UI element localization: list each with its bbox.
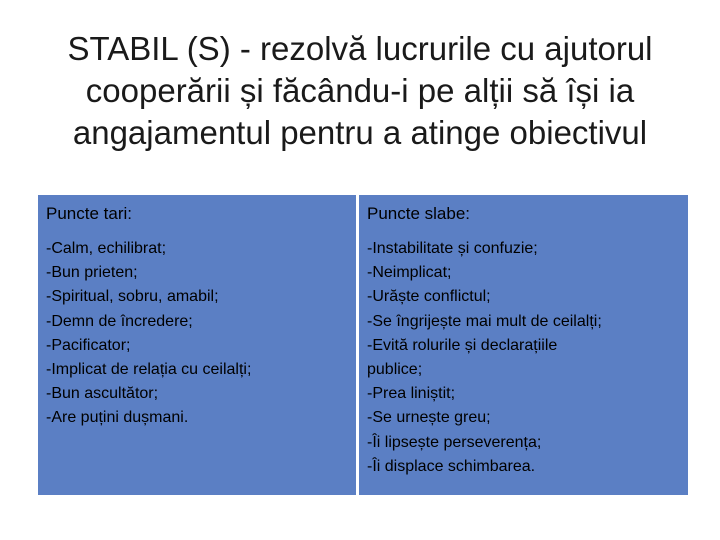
list-item: -Bun prieten;: [46, 264, 138, 282]
strengths-list: [46, 237, 348, 431]
list-item: -Instabilitate și confuzie;: [367, 240, 538, 257]
list-item: -Calm, echilibrat;: [46, 240, 167, 257]
strengths-column: [38, 195, 356, 495]
strengths-weaknesses-table: [38, 195, 688, 495]
list-item: -Prea liniștit;: [367, 385, 456, 403]
slide-title: STABIL (S) - rezolvă lucrurile cu ajutorul cooperării și făcându-i pe alții să își ia angajamentul pentru a atinge obiectivul: [67, 30, 653, 151]
list-item: -Îi lipsește perseverența;: [367, 433, 542, 451]
list-item: -Urăște conflictul;: [367, 288, 491, 306]
strengths-heading: Puncte tari:: [46, 204, 132, 223]
list-item: -Neimplicat;: [367, 264, 452, 282]
list-item: -Se îngrijește mai mult de ceilalți;: [367, 312, 602, 330]
list-item: publice;: [367, 361, 423, 379]
list-item: -Demn de încredere;: [46, 312, 193, 330]
weaknesses-column: [359, 195, 688, 495]
list-item: -Îi displace schimbarea.: [367, 457, 536, 475]
list-item: -Pacificator;: [46, 336, 131, 354]
weaknesses-list: [367, 237, 680, 479]
list-item: -Evită rolurile și declarațiile: [367, 336, 558, 354]
list-item: -Se urnește greu;: [367, 409, 491, 427]
list-item: -Implicat de relația cu ceilalți;: [46, 361, 252, 379]
weaknesses-heading: Puncte slabe:: [367, 204, 471, 223]
list-item: -Are puțini dușmani.: [46, 409, 189, 427]
list-item: -Bun ascultător;: [46, 385, 159, 403]
list-item: -Spiritual, sobru, amabil;: [46, 288, 219, 306]
